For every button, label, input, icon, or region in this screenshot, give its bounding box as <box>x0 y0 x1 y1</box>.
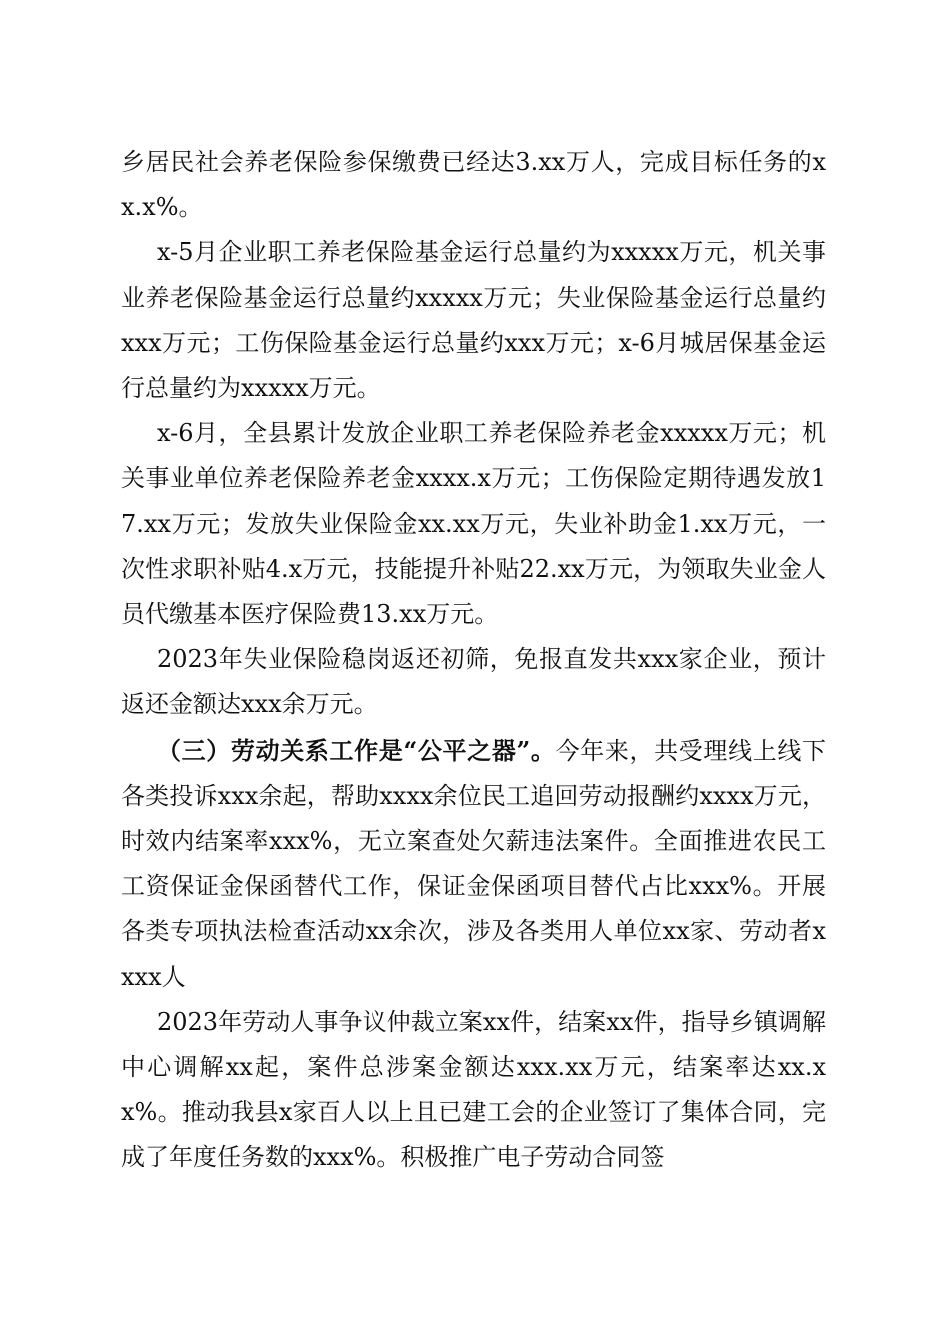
paragraph-5 <box>121 728 826 1000</box>
paragraph-4-text: 2023年失业保险稳岗返还初筛，免报直发共xxx家企业，预计返还金额达xxx余万元。 <box>121 645 826 719</box>
paragraph-1-text: 乡居民社会养老保险参保缴费已经达3.xx万人，完成目标任务的xx.x%。 <box>121 148 826 222</box>
document-body <box>121 140 826 1181</box>
paragraph-1 <box>121 140 826 230</box>
paragraph-3-text: x-6月，全县累计发放企业职工养老保险养老金xxxxx万元；机关事业单位养老保险养老金xxxx.x万元；工伤保险定期待遇发放17.xx万元；发放失业保险金xx.xx万元，失业补助金1.xx万元，一次性求职补贴4.x万元，技能提升补贴22.xx万元，为领取失业金人员代缴基本医疗保险费13.xx万元。 <box>121 419 826 629</box>
paragraph-5-text: 今年来，共受理线上线下各类投诉xxx余起，帮助xxxx余位民工追回劳动报酬约xxxx万元，时效内结案率xxx%，无立案查处欠薪违法案件。全面推进农民工工资保证金保函替代工作，保证金保函项目替代占比xxx%。开展各类专项执法检查活动xx余次，涉及各类用人单位xx家、劳动者xxxx人 <box>121 736 827 991</box>
paragraph-3 <box>121 411 826 637</box>
paragraph-6-text: 2023年劳动人事争议仲裁立案xx件，结案xx件，指导乡镇调解中心调解xx起，案件总涉案金额达xxx.xx万元，结案率达xx.xx%。推动我县x家百人以上且已建工会的企业签订了集体合同，完成了年度任务数的xxx%。积极推广电子劳动合同签 <box>121 1007 826 1172</box>
section-heading-labor-relations: （三）劳动关系工作是“公平之器”。 <box>157 735 556 765</box>
paragraph-6 <box>121 1000 826 1181</box>
paragraph-4 <box>121 637 826 727</box>
paragraph-2 <box>121 230 826 411</box>
paragraph-2-text: x-5月企业职工养老保险基金运行总量约为xxxxx万元，机关事业养老保险基金运行总量约xxxxx万元；失业保险基金运行总量约xxx万元；工伤保险基金运行总量约xxx万元；x-6月城居保基金运行总量约为xxxxx万元。 <box>121 238 826 403</box>
